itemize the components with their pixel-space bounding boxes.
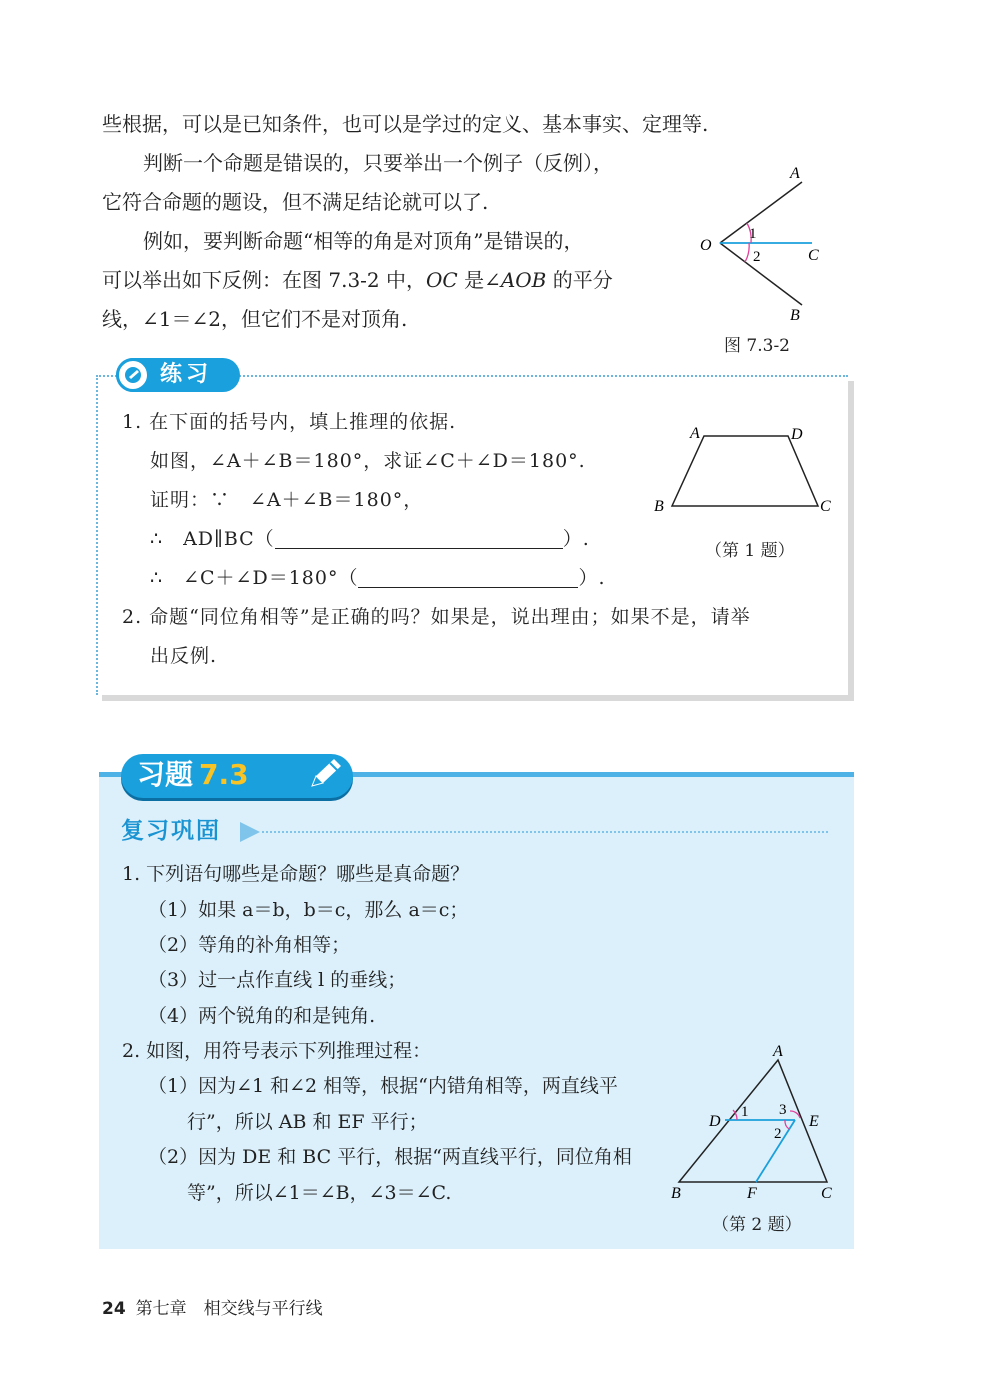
practice-icon (116, 358, 150, 392)
label-c: C (821, 1185, 832, 1202)
practice-q2-cont: 出反例. (150, 645, 218, 667)
text-line: 线，∠1＝∠2，但它们不是对顶角. (102, 307, 408, 331)
math-aob: AOB (500, 268, 547, 292)
label-o: O (700, 237, 712, 254)
step-text: ）. (562, 528, 590, 550)
exercise-q1-item: （3）过一点作直线 l 的垂线； (148, 969, 407, 991)
arrow-icon (240, 822, 260, 842)
label-a: A (690, 425, 700, 442)
label-1: 1 (741, 1104, 749, 1120)
label-e: E (809, 1113, 819, 1130)
text-line: 判断一个命题是错误的，只要举出一个例子（反例）， (143, 151, 613, 175)
arc-2 (745, 243, 749, 262)
exercise-q2-item: 等”，所以∠1＝∠B，∠3＝∠C. (187, 1182, 452, 1204)
exercise-q2-item: （1）因为∠1 和∠2 相等，根据“内错角相等，两直线平 (148, 1075, 618, 1097)
practice-title: 练习 (160, 362, 213, 387)
label-a: A (790, 165, 800, 182)
label-d: D (791, 426, 803, 443)
pencil-icon (119, 361, 147, 389)
figure-caption: 图 7.3-2 (724, 336, 790, 356)
triangle-abc (679, 1060, 827, 1182)
figure-caption: （第 1 题） (705, 541, 795, 561)
label-d: D (709, 1113, 721, 1130)
exercise-q2: 2. 如图，用符号表示下列推理过程： (122, 1040, 432, 1062)
label-b: B (790, 307, 800, 324)
figure-angle-bisector (690, 160, 840, 330)
page-number: 24 (102, 1299, 126, 1319)
label-f: F (747, 1185, 757, 1202)
label-3: 3 (779, 1102, 787, 1118)
pencil-icon (306, 756, 346, 792)
figure-trapezoid (650, 420, 840, 520)
text-span: 是∠ (457, 268, 501, 292)
label-b: B (654, 498, 664, 515)
practice-q2: 2. 命题“同位角相等”是正确的吗？如果是，说出理由；如果不是，请举 (122, 606, 751, 628)
ray-oa (720, 182, 802, 243)
exercise-q1: 1. 下列语句哪些是命题？哪些是真命题？ (122, 863, 470, 885)
step-text: ∴ AD∥BC（ (150, 528, 275, 550)
exercise-title-text: 习题 (137, 758, 194, 791)
text-line: 它符合命题的题设，但不满足结论就可以了. (102, 190, 489, 214)
step-text: ∴ ∠C＋∠D＝180°（ (150, 567, 359, 589)
text-line: 些根据，可以是已知条件，也可以是学过的定义、基本事实、定理等. (102, 112, 709, 136)
exercise-q1-item: （1）如果 a＝b，b＝c，那么 a＝c； (148, 899, 469, 921)
figure-triangle (665, 1040, 845, 1205)
label-b: B (671, 1185, 681, 1202)
answer-blank-1[interactable] (275, 527, 563, 549)
label-2: 2 (774, 1126, 782, 1142)
exercise-title (137, 757, 249, 793)
practice-q1-step1 (150, 520, 590, 559)
figure-caption: （第 2 题） (712, 1215, 802, 1235)
answer-blank-2[interactable] (358, 566, 578, 588)
text-span: 的平分 (546, 268, 613, 292)
label-c: C (808, 247, 819, 264)
label-2: 2 (753, 249, 761, 265)
math-oc: OC (426, 268, 458, 292)
label-c: C (820, 498, 831, 515)
exercise-q1-item: （2）等角的补角相等； (148, 934, 351, 956)
label-1: 1 (749, 226, 757, 242)
chapter-title: 第七章 相交线与平行线 (135, 1299, 323, 1319)
text-line (102, 261, 613, 300)
ray-ob (720, 243, 802, 305)
practice-q1-proof: 证明：∵ ∠A＋∠B＝180°， (150, 489, 424, 511)
text-span: 可以举出如下反例：在图 7.3-2 中， (102, 268, 427, 292)
practice-q1-given: 如图，∠A＋∠B＝180°，求证∠C＋∠D＝180°. (150, 450, 586, 472)
practice-q1-step2 (150, 559, 606, 598)
practice-q1: 1. 在下面的括号内，填上推理的依据. (122, 411, 457, 433)
trapezoid-abcd (672, 436, 818, 506)
exercise-q1-item: （4）两个锐角的和是钝角. (148, 1005, 376, 1027)
dotted-divider (262, 831, 828, 833)
step-text: ）. (578, 567, 606, 589)
section-heading: 复习巩固 (121, 818, 221, 844)
exercise-q2-item: 行”，所以 AB 和 EF 平行； (187, 1111, 428, 1133)
label-a: A (773, 1043, 783, 1060)
exercise-number: 7.3 (199, 758, 249, 791)
page-footer (102, 1296, 323, 1322)
text-line: 例如，要判断命题“相等的角是对顶角”是错误的， (143, 229, 584, 253)
arc-2 (785, 1120, 789, 1129)
exercise-q2-item: （2）因为 DE 和 BC 平行，根据“两直线平行，同位角相 (148, 1146, 632, 1168)
